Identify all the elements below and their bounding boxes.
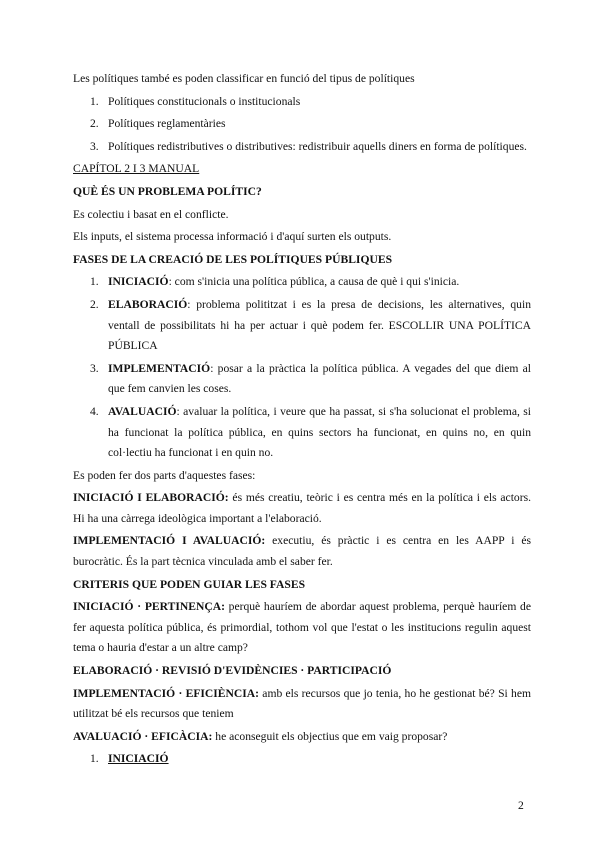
parts-label-1: INICIACIÓ I ELABORACIÓ: bbox=[73, 491, 229, 505]
phase-text: : avaluar la política, i veure que ha passat, si s'ha solucionat el problema, si ha funcionat la política pública, en quins sectors ha funcionat, en quins no, en quin col·lectiu ha funcionat i en quin no. bbox=[108, 404, 531, 460]
phase-label: AVALUACIÓ bbox=[108, 404, 177, 418]
final-item-label: INICIACIÓ bbox=[108, 752, 169, 766]
list-item bbox=[73, 359, 531, 400]
phases-list bbox=[73, 272, 531, 463]
chapter-heading: CAPÍTOL 2 I 3 MANUAL bbox=[73, 162, 200, 176]
list-number: 1. bbox=[90, 752, 99, 766]
criteria-text-4: he aconseguit els objectius que em vaig proposar? bbox=[212, 729, 448, 743]
criteria-label-1: INICIACIÓ · PERTINENÇA: bbox=[73, 600, 225, 614]
parts-text-1: és més creatiu, teòric i es centra més en la política i els actors. Hi ha una càrrega ideològica important a l'elaboració. bbox=[73, 491, 531, 525]
phase-label: IMPLEMENTACIÓ bbox=[108, 361, 211, 375]
problem-heading-text: QUÈ ÉS UN PROBLEMA POLÍTIC? bbox=[73, 184, 262, 198]
parts-paragraph-1 bbox=[73, 488, 531, 529]
problem-line-1: Es colectiu i basat en el conflicte. bbox=[73, 207, 229, 221]
parts-label-2: IMPLEMENTACIÓ I AVALUACIÓ: bbox=[73, 534, 266, 548]
page-number: 2 bbox=[518, 799, 524, 812]
criteria-heading-text: CRITERIS QUE PODEN GUIAR LES FASES bbox=[73, 577, 306, 591]
list-number: 1. bbox=[90, 94, 99, 108]
criteria-paragraph-2 bbox=[73, 661, 531, 682]
phases-heading-text: FASES DE LA CREACIÓ DE LES POLÍTIQUES PÚBLIQUES bbox=[73, 252, 393, 266]
parts-intro: Es poden fer dos parts d'aquestes fases: bbox=[73, 468, 256, 482]
problem-heading bbox=[73, 182, 531, 203]
list-text: Polítiques reglamentàries bbox=[108, 117, 226, 131]
list-item bbox=[73, 137, 531, 158]
criteria-label-2: ELABORACIÓ · REVISIÓ D'EVIDÈNCIES · PARTICIPACIÓ bbox=[73, 664, 392, 678]
phase-label: INICIACIÓ bbox=[108, 275, 169, 289]
intro-paragraph: Les polítiques també es poden classificar en funció del tipus de polítiques bbox=[73, 72, 415, 85]
list-item bbox=[73, 402, 531, 464]
page-content bbox=[73, 69, 531, 772]
phase-label: ELABORACIÓ bbox=[108, 297, 188, 311]
list-text: Polítiques redistributives o distributives: redistribuir aquells diners en forma de polítiques. bbox=[108, 139, 527, 153]
criteria-text-1: perquè hauríem de abordar aquest problema, perquè hauríem de fer aquesta política pública, és primordial, tothom vol que l'estat o les institucions regulin aquest tema o hauria d'estar a un altre camp? bbox=[73, 600, 531, 655]
final-list bbox=[73, 749, 531, 770]
list-number: 2. bbox=[90, 297, 99, 311]
list-number: 3. bbox=[90, 139, 99, 153]
policy-types-list bbox=[73, 92, 531, 158]
problem-line-2: Els inputs, el sistema processa informació i d'aquí surten els outputs. bbox=[73, 230, 392, 244]
criteria-paragraph-1 bbox=[73, 597, 531, 659]
list-number: 3. bbox=[90, 361, 99, 375]
list-number: 4. bbox=[90, 404, 99, 418]
list-item bbox=[73, 272, 531, 293]
list-number: 2. bbox=[90, 117, 99, 131]
phase-text: : problema polititzat i es la presa de decisions, les alternatives, quin ventall de possibilitats hi ha per actuar i què podem fer. ESCOLLIR UNA POLÍTICA PÚBLICA bbox=[108, 297, 531, 353]
phase-text: : posar a la pràctica la política pública. A vegades del que diem al que fem canvien les coses. bbox=[108, 361, 531, 396]
parts-text-2: executiu, és pràctic i es centra en les AAPP i és burocràtic. És la part tècnica vinculada amb el saber fer. bbox=[73, 534, 531, 569]
list-item bbox=[73, 92, 531, 113]
criteria-paragraph-3 bbox=[73, 684, 531, 725]
criteria-paragraph-4 bbox=[73, 727, 531, 748]
phases-heading bbox=[73, 250, 531, 271]
criteria-heading bbox=[73, 575, 531, 596]
list-item bbox=[73, 749, 531, 770]
list-item bbox=[73, 114, 531, 135]
parts-paragraph-2 bbox=[73, 531, 531, 572]
criteria-label-3: IMPLEMENTACIÓ · EFICIÈNCIA: bbox=[73, 686, 260, 700]
list-item bbox=[73, 295, 531, 357]
phase-text: : com s'inicia una política pública, a causa de què i qui s'inicia. bbox=[168, 275, 460, 289]
list-number: 1. bbox=[90, 275, 99, 289]
criteria-text-3: amb els recursos que jo tenia, ho he gestionat bé? Si hem utilitzat bé els recursos que teniem bbox=[73, 686, 531, 721]
criteria-label-4: AVALUACIÓ · EFICÀCIA: bbox=[73, 729, 213, 743]
list-text: Polítiques constitucionals o institucionals bbox=[108, 94, 301, 108]
